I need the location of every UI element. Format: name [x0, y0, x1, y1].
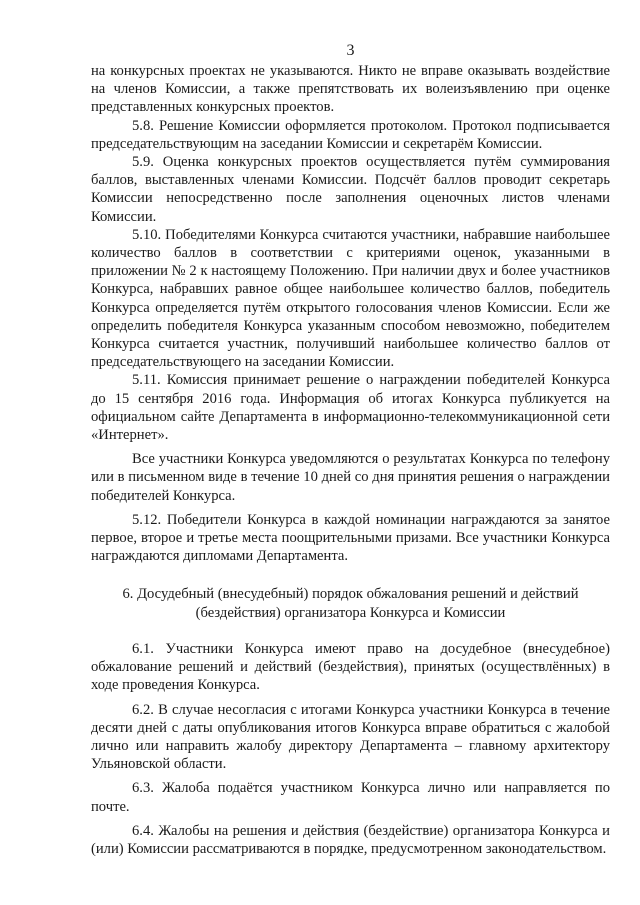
section-heading-line-1: 6. Досудебный (внесудебный) порядок обжалования решений и действий — [122, 586, 579, 603]
paragraph-6-3: 6.3. Жалоба подаётся участником Конкурса лично или направляется по почте. — [91, 780, 610, 815]
section-heading-line-2: (бездействия) организатора Конкурса и Комиссии — [195, 604, 506, 621]
paragraph-5-11: 5.11. Комиссия принимает решение о награждении победителей Конкурса до 15 сентября 2016 года. Информация об итогах Конкурса публикуется на официальном сайте Департамента в информационно-телекоммуникационной сети «Интернет». — [91, 372, 610, 444]
paragraph-continuation: на конкурсных проектах не указываются. Никто не вправе оказывать воздействие на членов Комиссии, а также препятствовать их волеизъявлению при оценке представленных конкурсных проектов. — [91, 63, 610, 116]
paragraph-6-1: 6.1. Участники Конкурса имеют право на досудебное (внесудебное) обжалование решений и действий (бездействия), принятых (осуществлённых) в ходе проведения Конкурса. — [91, 640, 610, 694]
paragraph-5-9: 5.9. Оценка конкурсных проектов осуществляется путём суммирования баллов, выставленных членами Комиссии. Подсчёт баллов проводит секретарь Комиссии непосредственно после заполнения оценочных листов членами Комиссии. — [91, 154, 610, 225]
paragraph-5-12: 5.12. Победители Конкурса в каждой номинации награждаются за занятое первое, второе и третье места поощрительными призами. Все участники Конкурса награждаются дипломами Департамента. — [91, 511, 610, 565]
section-6-heading — [91, 585, 610, 621]
document-body — [91, 62, 610, 858]
paragraph-notification: Все участники Конкурса уведомляются о результатах Конкурса по телефону или в письменном виде в течение 10 дней со дня принятия решения о награждении победителей Конкурса. — [91, 451, 610, 504]
paragraph-5-8: 5.8. Решение Комиссии оформляется протоколом. Протокол подписывается председательствующим на заседании Комиссии и секретарём Комиссии. — [91, 117, 610, 152]
paragraph-6-4: 6.4. Жалобы на решения и действия (бездействие) организатора Конкурса и (или) Комиссии рассматриваются в порядке, предусмотренном законодательством. — [91, 822, 610, 857]
paragraph-5-10: 5.10. Победителями Конкурса считаются участники, набравшие наибольшее количество баллов в соответствии с критериями оценок, указанными в приложении № 2 к настоящему Положению. При наличии двух и более участников Конкурса, набравших равное общее наибольшее количество баллов, победитель Конкурса определяется путём открытого голосования членов Комиссии. Если же определить победителя Конкурса указанным способом невозможно, победителем Конкурса считается участник, получивший наибольшее количество баллов от председательствующего на заседании Комиссии. — [91, 226, 610, 371]
page-number: 3 — [346, 42, 355, 59]
paragraph-6-2: 6.2. В случае несогласия с итогами Конкурса участники Конкурса в течение десяти дней с даты опубликования итогов Конкурса вправе обратиться с жалобой лично или направить жалобу директору Департамента – главному архитектору Ульяновской области. — [91, 701, 610, 773]
